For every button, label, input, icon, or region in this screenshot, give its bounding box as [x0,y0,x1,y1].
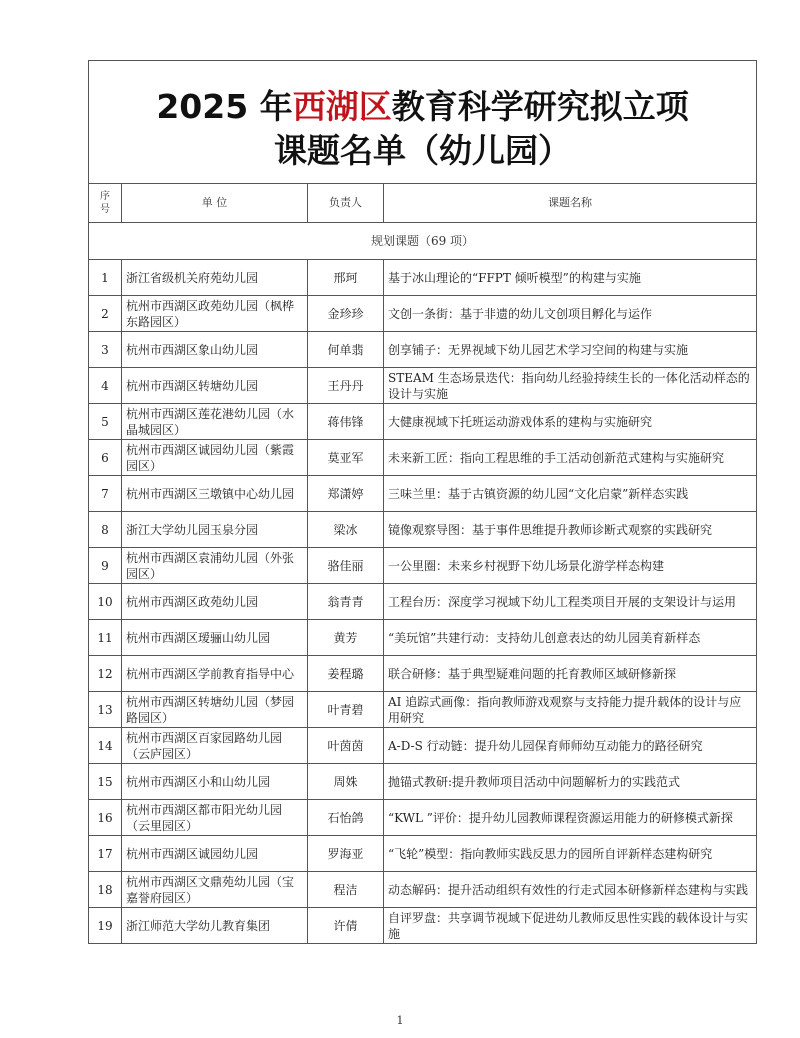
table-row [89,800,757,836]
row-topic: 联合研修：基于典型疑难问题的托育教师区域研修新探 [384,656,757,692]
row-unit: 杭州市西湖区袁浦幼儿园（外张园区） [122,548,308,584]
table-row [89,872,757,908]
header-unit: 单 位 [122,184,308,223]
row-number: 3 [89,332,122,368]
row-unit: 杭州市西湖区百家园路幼儿园（云庐园区） [122,728,308,764]
row-person: 黄芳 [308,620,384,656]
page-number: 1 [396,1014,404,1027]
row-number: 16 [89,800,122,836]
row-topic: 动态解码：提升活动组织有效性的行走式园本研修新样态建构与实践 [384,872,757,908]
table-row [89,512,757,548]
table-row [89,440,757,476]
header-num-label: 序 号 [100,191,110,215]
row-person: 金珍珍 [308,296,384,332]
page-title [89,85,756,129]
row-unit: 浙江省级机关府苑幼儿园 [122,260,308,296]
row-person: 王丹丹 [308,368,384,404]
title-year: 2025 年 [156,87,293,126]
row-number: 18 [89,872,122,908]
project-table [88,60,757,944]
row-number: 8 [89,512,122,548]
row-person: 姜程璐 [308,656,384,692]
row-unit: 杭州市西湖区诚园幼儿园（紫霞园区） [122,440,308,476]
row-topic: 创享铺子：无界视域下幼儿园艺术学习空间的构建与实施 [384,332,757,368]
table-row [89,692,757,728]
row-number: 7 [89,476,122,512]
row-number: 5 [89,404,122,440]
table-row [89,764,757,800]
header-person: 负责人 [308,184,384,223]
row-person: 蒋伟锋 [308,404,384,440]
row-unit: 杭州市西湖区小和山幼儿园 [122,764,308,800]
category-row [89,223,757,260]
row-person: 程洁 [308,872,384,908]
row-unit: 杭州市西湖区三墩镇中心幼儿园 [122,476,308,512]
row-topic: “飞轮”模型：指向教师实践反思力的园所自评新样态建构研究 [384,836,757,872]
row-unit: 杭州市西湖区都市阳光幼儿园（云里园区） [122,800,308,836]
row-topic: 抛锚式教研:提升教师项目活动中问题解析力的实践范式 [384,764,757,800]
row-unit: 杭州市西湖区学前教育指导中心 [122,656,308,692]
row-person: 郑潇婷 [308,476,384,512]
row-topic: 镜像观察导图：基于事件思维提升教师诊断式观察的实践研究 [384,512,757,548]
row-topic: 未来新工匠：指向工程思维的手工活动创新范式建构与实施研究 [384,440,757,476]
row-topic: 三味兰里：基于古镇资源的幼儿园“文化启蒙”新样态实践 [384,476,757,512]
row-number: 2 [89,296,122,332]
row-topic: 基于冰山理论的“FFPT 倾听模型”的构建与实施 [384,260,757,296]
row-topic: STEAM 生态场景迭代：指向幼儿经验持续生长的一体化活动样态的设计与实施 [384,368,757,404]
row-unit: 浙江师范大学幼儿教育集团 [122,908,308,944]
row-number: 10 [89,584,122,620]
row-topic: 一公里圈：未来乡村视野下幼儿场景化游学样态构建 [384,548,757,584]
table-row [89,908,757,944]
document-sheet [88,60,756,944]
table-row [89,548,757,584]
table-row [89,476,757,512]
row-person: 梁冰 [308,512,384,548]
row-person: 莫亚军 [308,440,384,476]
row-person: 石怡鸽 [308,800,384,836]
row-number: 13 [89,692,122,728]
row-topic: A-D-S 行动链：提升幼儿园保育师师幼互动能力的路径研究 [384,728,757,764]
row-person: 叶茵茵 [308,728,384,764]
table-row [89,728,757,764]
row-unit: 杭州市西湖区瑷骊山幼儿园 [122,620,308,656]
row-person: 翁青青 [308,584,384,620]
row-topic: “KWL ”评价：提升幼儿园教师课程资源运用能力的研修模式新探 [384,800,757,836]
table-row [89,404,757,440]
table-row [89,656,757,692]
row-unit: 杭州市西湖区文鼎苑幼儿园（宝嘉誉府园区） [122,872,308,908]
row-number: 6 [89,440,122,476]
table-row [89,368,757,404]
row-number: 19 [89,908,122,944]
table-row [89,584,757,620]
row-person: 罗海亚 [308,836,384,872]
table-row [89,620,757,656]
title-cell [89,61,757,184]
row-number: 1 [89,260,122,296]
row-number: 14 [89,728,122,764]
table-header-row [89,184,757,223]
table-row [89,296,757,332]
row-number: 17 [89,836,122,872]
row-topic: 工程台历：深度学习视域下幼儿工程类项目开展的支架设计与运用 [384,584,757,620]
row-unit: 浙江大学幼儿园玉泉分园 [122,512,308,548]
row-number: 11 [89,620,122,656]
row-unit: 杭州市西湖区莲花港幼儿园（水晶城园区） [122,404,308,440]
row-number: 9 [89,548,122,584]
row-person: 骆佳丽 [308,548,384,584]
row-person: 周姝 [308,764,384,800]
header-num [89,184,122,223]
row-person: 何单翡 [308,332,384,368]
row-unit: 杭州市西湖区转塘幼儿园 [122,368,308,404]
row-person: 邢珂 [308,260,384,296]
row-unit: 杭州市西湖区政苑幼儿园 [122,584,308,620]
category-label: 规划课题（69 项） [89,223,757,260]
row-number: 12 [89,656,122,692]
row-topic: 文创一条街：基于非遗的幼儿文创项目孵化与运作 [384,296,757,332]
header-topic: 课题名称 [384,184,757,223]
row-unit: 杭州市西湖区象山幼儿园 [122,332,308,368]
row-unit: 杭州市西湖区诚园幼儿园 [122,836,308,872]
row-topic: AI 追踪式画像：指向教师游戏观察与支持能力提升载体的设计与应用研究 [384,692,757,728]
row-number: 15 [89,764,122,800]
table-row [89,332,757,368]
row-topic: 大健康视域下托班运动游戏体系的建构与实施研究 [384,404,757,440]
row-unit: 杭州市西湖区政苑幼儿园（枫桦东路园区） [122,296,308,332]
table-row [89,260,757,296]
row-person: 许倩 [308,908,384,944]
page-subtitle: 课题名单（幼儿园） [274,131,572,170]
row-number: 4 [89,368,122,404]
row-topic: “美玩馆”共建行动：支持幼儿创意表达的幼儿园美育新样态 [384,620,757,656]
title-district: 西湖区 [292,87,392,126]
row-topic: 自评罗盘：共享调节视域下促进幼儿教师反思性实践的载体设计与实施 [384,908,757,944]
title-rest: 教育科学研究拟立项 [391,87,689,126]
row-unit: 杭州市西湖区转塘幼儿园（梦园路园区） [122,692,308,728]
table-row [89,836,757,872]
row-person: 叶青碧 [308,692,384,728]
